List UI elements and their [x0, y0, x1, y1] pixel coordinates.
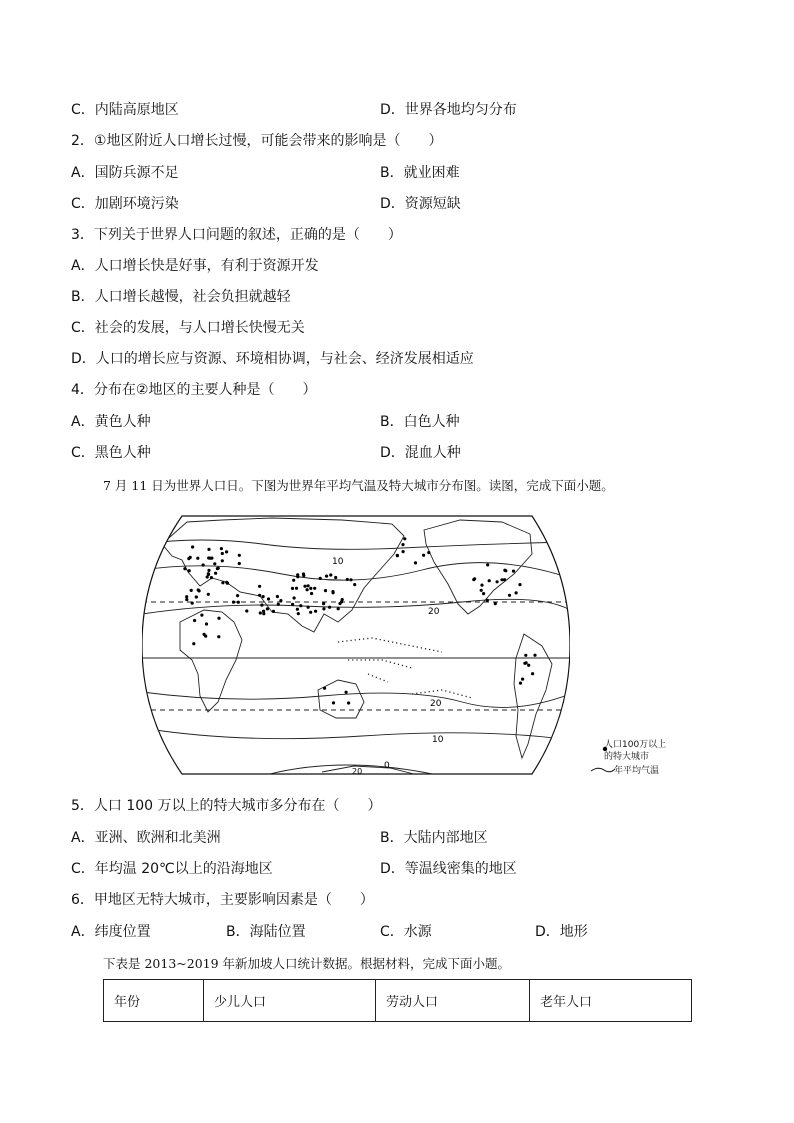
q2-option-a: A．国防兵源不足: [71, 165, 179, 181]
megacity-dot: [524, 654, 527, 657]
megacity-dot: [295, 587, 298, 590]
megacity-dot: [262, 595, 265, 598]
megacity-dot: [221, 552, 224, 555]
megacity-dot: [422, 554, 425, 557]
megacity-dot: [401, 543, 404, 546]
map-intro: 7 月 11 日为世界人口日。下图为世界年平均气温及特大城市分布图。读图，完成下面小题。: [103, 478, 614, 493]
q4-option-d: D．混血人种: [380, 445, 461, 461]
megacity-dot: [480, 589, 483, 592]
table-header-row: [104, 980, 692, 1022]
megacity-dot: [191, 602, 194, 605]
megacity-dot: [291, 603, 294, 606]
megacity-dot: [200, 614, 203, 617]
world-temperature-city-map: [142, 514, 570, 776]
q2-option-d: D．资源短缺: [380, 196, 461, 212]
megacity-dot: [213, 562, 216, 565]
q2-stem: 2．①地区附近人口增长过慢，可能会带来的影响是（ ）: [71, 133, 443, 149]
megacity-dot: [332, 591, 335, 594]
megacity-dot: [299, 604, 302, 607]
legend-isotherm-icon: [590, 764, 616, 776]
megacity-dot: [276, 595, 279, 598]
megacity-dot: [306, 588, 309, 591]
megacity-dot: [307, 606, 310, 609]
q3-option-c: C．社会的发展，与人口增长快慢无关: [71, 320, 305, 336]
megacity-dot: [237, 601, 240, 604]
megacity-dot: [259, 611, 262, 614]
megacity-dot: [191, 545, 194, 548]
megacity-dot: [196, 557, 199, 560]
label-isotherm-0s: 0: [384, 761, 390, 771]
megacity-dot: [403, 537, 406, 540]
megacity-dot: [480, 584, 483, 587]
megacity-dot: [192, 642, 195, 645]
q6-option-c: C．水源: [380, 924, 432, 940]
megacity-dot: [345, 691, 348, 694]
megacity-dot: [185, 598, 188, 601]
megacity-dot: [337, 607, 340, 610]
megacity-dot: [296, 608, 299, 611]
megacity-dot: [329, 573, 332, 576]
megacity-dot: [202, 563, 205, 566]
q5-option-d: D．等温线密集的地区: [380, 861, 517, 877]
megacity-dot: [500, 578, 503, 581]
megacity-dot: [341, 598, 344, 601]
header-elderly: 老年人口: [530, 980, 692, 1022]
megacity-dot: [236, 594, 239, 597]
megacity-dot: [225, 581, 228, 584]
megacity-dot: [232, 601, 235, 604]
megacity-dot: [325, 575, 328, 578]
q5-option-a: A．亚洲、欧洲和北美洲: [71, 830, 221, 846]
q6-stem: 6．甲地区无特大城市，主要影响因素是（ ）: [71, 892, 374, 908]
megacity-dot: [518, 583, 521, 586]
megacity-dot: [322, 607, 325, 610]
megacity-dot: [217, 635, 220, 638]
megacity-dot: [258, 585, 261, 588]
megacity-dot: [214, 572, 217, 575]
megacity-dot: [262, 612, 265, 615]
megacity-dot: [482, 592, 485, 595]
megacity-dot: [296, 575, 299, 578]
megacity-dot: [504, 569, 507, 572]
q4-option-c: C．黑色人种: [71, 445, 151, 461]
q6-option-d: D．地形: [535, 924, 588, 940]
header-working: 劳动人口: [376, 980, 530, 1022]
megacity-dot: [319, 577, 322, 580]
megacity-dot: [225, 550, 228, 553]
q3-option-b: B．人口增长越慢，社会负担就越轻: [71, 289, 291, 305]
legend-isotherm-label: 年平均气温: [614, 766, 660, 776]
megacity-dot: [309, 611, 312, 614]
megacity-dot: [302, 572, 305, 575]
megacity-dot: [303, 585, 306, 588]
megacity-dot: [486, 563, 489, 566]
megacity-dot: [210, 576, 213, 579]
label-isotherm-20s: 20: [430, 699, 442, 709]
megacity-dot: [189, 556, 192, 559]
megacity-dot: [207, 572, 210, 575]
megacity-dot: [258, 594, 261, 597]
megacity-dot: [185, 595, 188, 598]
megacity-dot: [314, 610, 317, 613]
q3-option-a: A．人口增长快是好事，有利于资源开发: [71, 258, 319, 274]
megacity-dot: [279, 599, 282, 602]
megacity-dot: [293, 596, 296, 599]
megacity-dot: [346, 578, 349, 581]
megacity-dot: [347, 701, 350, 704]
megacity-dot: [494, 602, 497, 605]
label-isotherm-10s: 10: [432, 735, 444, 745]
megacity-dot: [238, 562, 241, 565]
megacity-dot: [515, 591, 518, 594]
megacity-dot: [353, 583, 356, 586]
megacity-dot: [238, 554, 241, 557]
label-isotherm-20b: 20: [352, 767, 363, 776]
megacity-dot: [349, 578, 352, 581]
q6-option-a: A．纬度位置: [71, 924, 151, 940]
megacity-dot: [531, 672, 534, 675]
q3-stem: 3．下列关于世界人口问题的叙述，正确的是（ ）: [71, 227, 402, 243]
legend-city-line2: 的特大城市: [604, 752, 650, 762]
megacity-dot: [334, 576, 337, 579]
megacity-dot: [221, 581, 224, 584]
megacity-dot: [267, 597, 270, 600]
q1-option-d: D．世界各地均匀分布: [380, 102, 517, 118]
megacity-dot: [488, 579, 491, 582]
megacity-dot: [206, 575, 209, 578]
megacity-dot: [245, 609, 248, 612]
megacity-dot: [527, 664, 530, 667]
population-table: [103, 979, 692, 1022]
header-year: 年份: [104, 980, 204, 1022]
megacity-dot: [486, 599, 489, 602]
megacity-dot: [313, 587, 316, 590]
megacity-dot: [307, 584, 310, 587]
megacity-dot: [292, 579, 295, 582]
megacity-dot: [205, 622, 208, 625]
q6-option-b: B．海陆位置: [226, 924, 306, 940]
megacity-dot: [217, 617, 220, 620]
megacity-dot: [323, 687, 326, 690]
megacity-dot: [521, 678, 524, 681]
q5-option-b: B．大陆内部地区: [380, 830, 488, 846]
table-intro: 下表是 2013~2019 年新加坡人口统计数据。根据材料，完成下面小题。: [103, 956, 511, 971]
megacity-dot: [472, 578, 475, 581]
megacity-dot: [209, 557, 212, 560]
megacity-dot: [332, 701, 335, 704]
megacity-dot: [260, 604, 263, 607]
megacity-dot: [310, 592, 313, 595]
q4-option-b: B．白色人种: [380, 414, 460, 430]
megacity-dot: [328, 606, 331, 609]
legend-city-line1: 人口100万以上: [604, 740, 667, 750]
megacity-dot: [193, 619, 196, 622]
megacity-dot: [221, 559, 224, 562]
megacity-dot: [188, 569, 191, 572]
megacity-dot: [533, 654, 536, 657]
megacity-dot: [309, 587, 312, 590]
q4-stem: 4．分布在②地区的主要人种是（ ）: [71, 382, 317, 398]
megacity-dot: [220, 547, 223, 550]
q1-option-c: C．内陆高原地区: [71, 102, 179, 118]
megacity-dot: [277, 603, 280, 606]
q2-option-c: C．加剧环境污染: [71, 196, 179, 212]
megacity-dot: [204, 635, 207, 638]
megacity-dot: [207, 593, 210, 596]
megacity-dot: [272, 610, 275, 613]
megacity-dot: [402, 550, 405, 553]
megacity-dot: [266, 607, 269, 610]
megacity-dot: [523, 662, 526, 665]
megacity-dot: [414, 561, 417, 564]
label-isotherm-20n: 20: [428, 607, 440, 617]
q3-option-d: D．人口的增长应与资源、环境相协调，与社会、经济发展相适应: [71, 351, 474, 367]
q5-option-c: C．年均温 20℃以上的沿海地区: [71, 861, 273, 877]
q4-option-a: A．黄色人种: [71, 414, 151, 430]
megacity-dot: [207, 548, 210, 551]
megacity-dot: [217, 567, 220, 570]
megacity-dot: [190, 589, 193, 592]
megacity-dot: [496, 580, 499, 583]
label-isotherm-10n: 10: [332, 557, 344, 567]
megacity-dot: [291, 587, 294, 590]
megacity-dot: [195, 595, 198, 598]
megacity-dot: [396, 554, 399, 557]
megacity-dot: [427, 551, 430, 554]
megacity-dot: [322, 602, 325, 605]
q2-option-b: B．就业困难: [380, 165, 460, 181]
megacity-dot: [207, 569, 210, 572]
megacity-dot: [183, 567, 186, 570]
megacity-dot: [508, 594, 511, 597]
q5-stem: 5．人口 100 万以上的特大城市多分布在（ ）: [71, 798, 382, 814]
header-children: 少儿人口: [204, 980, 376, 1022]
megacity-dot: [297, 612, 300, 615]
megacity-dot: [519, 682, 522, 685]
megacity-dot: [197, 588, 200, 591]
megacity-dot: [512, 570, 515, 573]
megacity-dot: [324, 589, 327, 592]
